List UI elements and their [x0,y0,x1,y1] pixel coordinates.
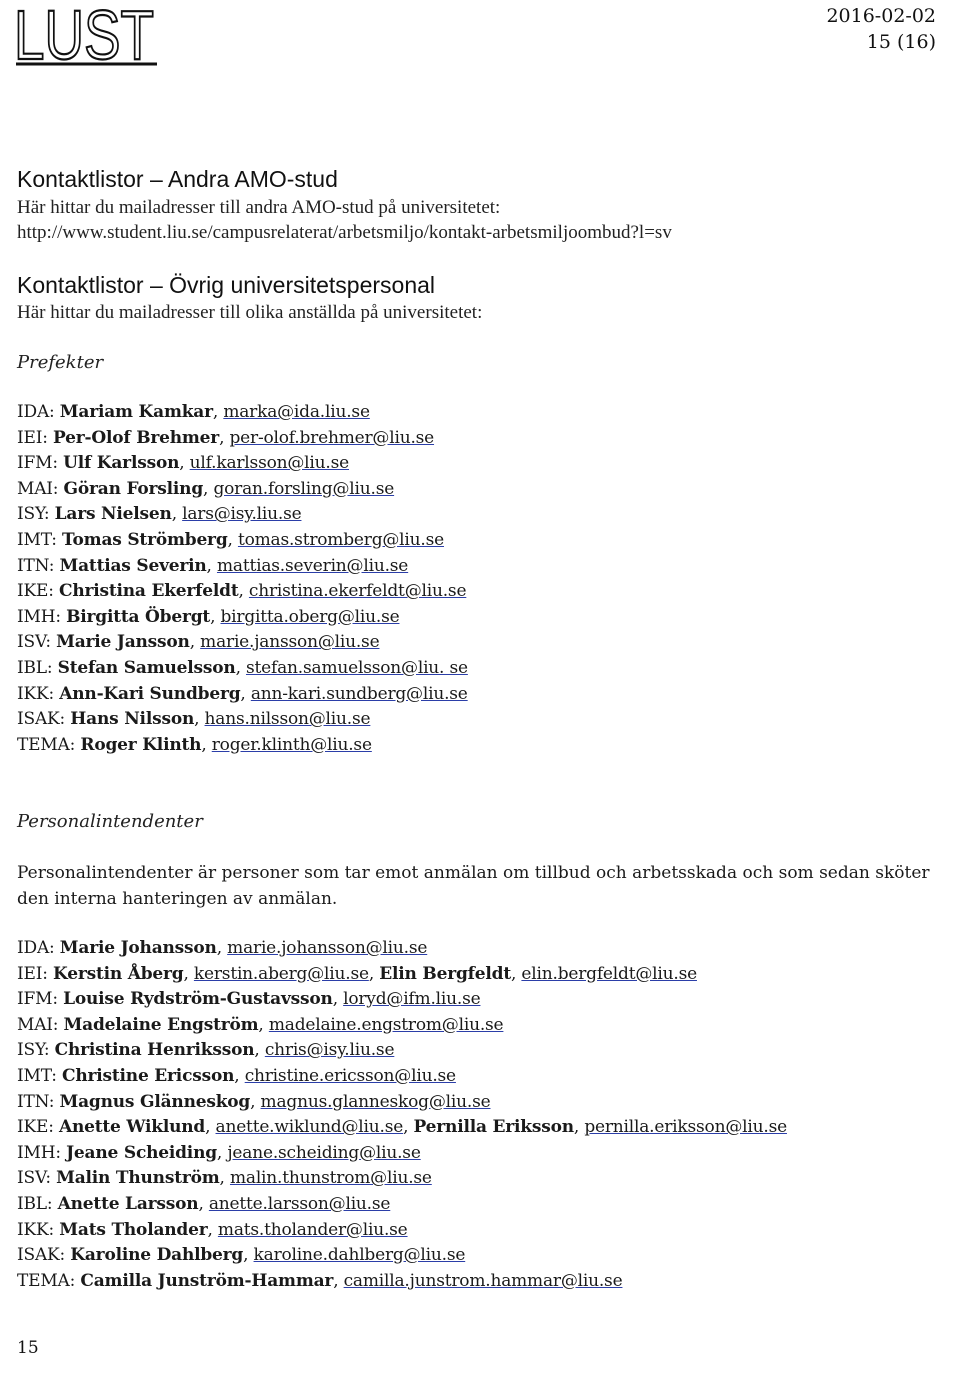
contact-name: Malin Thunström [56,1168,220,1189]
contact-dept: TEMA: [17,734,76,755]
contact-name: Per-Olof Brehmer [53,427,220,448]
contact-name: Mariam Kamkar [59,402,213,422]
contact-row: IKK: Ann-Kari Sundberg, ann-kari.sundberg@liu.se [17,683,468,704]
contact-email-link[interactable]: elin.bergfeldt@liu.se [521,963,697,984]
contact-name: Camilla Junström-Hammar [80,1270,334,1291]
contact-email-link[interactable]: roger.klinth@liu.se [211,734,372,755]
contact-row: ITN: Magnus Glänneskog, magnus.glanneskog@liu.se [17,1091,491,1112]
contact-dept: IKE: [17,1117,54,1138]
contact-dept: ISV: [17,1168,51,1189]
contact-dept: IMH: [17,1142,61,1163]
contact-dept: IMH: [17,606,61,627]
contact-dept: ISY: [17,504,50,525]
contact-dept: ISAK: [17,1245,66,1266]
contact-row: ISAK: Hans Nilsson, hans.nilsson@liu.se [17,709,371,730]
contact-row: IMT: Christine Ericsson, christine.ericsson@liu.se [17,1066,456,1086]
contact-name: Ulf Karlsson [63,453,180,474]
contact-email-link[interactable]: ulf.karlsson@liu.se [189,453,349,474]
contact-dept: ISAK: [17,709,66,730]
contact-row: MAI: Göran Forsling, goran.forsling@liu.se [17,478,395,499]
contact-name: Magnus Glänneskog [59,1091,251,1112]
header-date: 2016-02-02 [826,5,936,27]
contact-name: Lars Nielsen [54,504,172,525]
section1-intro: Här hittar du mailadresser till andra AMO-stud på universitetet: [17,197,501,218]
contact-name: Mattias Severin [59,555,207,576]
contact-row: ISAK: Karoline Dahlberg, karoline.dahlberg@liu.se [17,1245,466,1266]
contact-name: Pernilla Eriksson [413,1117,574,1138]
contact-row: IDA: Marie Johansson, marie.johansson@liu.se [17,938,428,958]
contact-row: IKE: Anette Wiklund, anette.wiklund@liu.se, Pernilla Eriksson, pernilla.eriksson@liu.se [17,1117,787,1138]
contact-dept: TEMA: [17,1270,76,1291]
contact-dept: MAI: [17,478,59,499]
section2-intro: Här hittar du mailadresser till olika anställda på universitetet: [17,302,483,323]
contact-dept: IFM: [17,453,58,474]
contact-row: IEI: Per-Olof Brehmer, per-olof.brehmer@liu.se [17,427,435,448]
contact-dept: IKK: [17,683,55,704]
contact-dept: MAI: [17,1014,59,1035]
contact-row: MAI: Madelaine Engström, madelaine.engstrom@liu.se [17,1014,504,1035]
section1-url[interactable]: http://www.student.liu.se/campusrelaterat/arbetsmiljo/kontakt-arbetsmiljoombud?l=sv [17,222,672,243]
contact-email-link[interactable]: birgitta.oberg@liu.se [220,606,400,627]
contact-name: Mats Tholander [59,1219,208,1240]
contact-row: IKE: Christina Ekerfeldt, christina.ekerfeldt@liu.se [17,581,467,602]
contact-email-link[interactable]: lars@isy.liu.se [182,504,302,525]
contact-dept: IDA: [17,402,55,422]
contact-dept: IEI: [17,427,48,448]
contact-email-link[interactable]: christina.ekerfeldt@liu.se [248,581,467,602]
contact-email-link[interactable]: jeane.scheiding@liu.se [227,1142,421,1163]
contact-name: Tomas Strömberg [62,530,228,550]
contact-email-link[interactable]: madelaine.engstrom@liu.se [268,1014,504,1035]
contact-email-link[interactable]: ann-kari.sundberg@liu.se [250,683,468,704]
contact-row: TEMA: Roger Klinth, roger.klinth@liu.se [17,734,372,755]
contact-name: Göran Forsling [63,478,204,499]
contact-email-link[interactable]: hans.nilsson@liu.se [204,709,371,730]
section1-title: Kontaktlistor – Andra AMO-stud [17,166,338,192]
contact-dept: IKK: [17,1219,55,1240]
contact-row: IFM: Ulf Karlsson, ulf.karlsson@liu.se [17,453,349,474]
contact-row: ISV: Marie Jansson, marie.jansson@liu.se [17,632,380,653]
contact-row: IKK: Mats Tholander, mats.tholander@liu.se [17,1219,408,1240]
contact-dept: IFM: [17,989,58,1010]
contact-email-link[interactable]: stefan.samuelsson@liu. se [245,658,468,678]
contact-name: Roger Klinth [80,734,202,755]
contact-email-link[interactable]: kerstin.aberg@liu.se [193,963,369,984]
contact-email-link[interactable]: anette.wiklund@liu.se [215,1117,404,1138]
contact-dept: ITN: [17,555,55,576]
contact-name: Hans Nilsson [70,709,195,730]
contact-email-link[interactable]: marka@ida.liu.se [223,402,370,422]
contact-row: ITN: Mattias Severin, mattias.severin@liu.se [17,555,409,576]
contact-email-link[interactable]: magnus.glanneskog@liu.se [260,1091,491,1112]
contact-name: Christina Ekerfeldt [58,581,239,602]
contact-row: IMH: Jeane Scheiding, jeane.scheiding@liu.se [17,1142,421,1163]
contact-row: IFM: Louise Rydström-Gustavsson, loryd@ifm.liu.se [17,989,481,1010]
contact-dept: IMT: [17,1066,57,1086]
contact-row: IEI: Kerstin Åberg, kerstin.aberg@liu.se, Elin Bergfeldt, elin.bergfeldt@liu.se [17,963,697,984]
contact-email-link[interactable]: chris@isy.liu.se [264,1040,395,1061]
contact-email-link[interactable]: christine.ericsson@liu.se [244,1066,456,1086]
contact-name: Anette Larsson [57,1194,199,1214]
contact-email-link[interactable]: karoline.dahlberg@liu.se [253,1245,466,1266]
contact-dept: ISY: [17,1040,50,1061]
contact-name: Jeane Scheiding [66,1142,217,1163]
prefekter-heading: Prefekter [17,352,104,373]
contact-name: Madelaine Engström [63,1014,259,1035]
footer-page-number: 15 [17,1338,39,1358]
contact-row: IMH: Birgitta Öbergt, birgitta.oberg@liu.se [17,606,400,627]
contact-dept: IBL: [17,1194,53,1214]
personalintendenter-heading: Personalintendenter [17,811,203,832]
contact-name: Ann-Kari Sundberg [59,683,241,704]
contact-email-link[interactable]: tomas.stromberg@liu.se [237,530,444,550]
contact-dept: IDA: [17,938,55,958]
svg-text:LUST: LUST [14,0,154,74]
contact-dept: IBL: [17,658,53,678]
contact-dept: ISV: [17,632,51,653]
contact-name: Christine Ericsson [62,1066,235,1086]
contact-row: IBL: Anette Larsson, anette.larsson@liu.se [17,1194,391,1214]
section2-title: Kontaktlistor – Övrig universitetspersonal [17,272,436,298]
contact-dept: IMT: [17,530,57,550]
contact-dept: IEI: [17,963,48,984]
contact-name: Marie Johansson [59,938,217,958]
personalintendenter-description: Personalintendenter är personer som tar emot anmälan om tillbud och arbetsskada och som sedan sköter den interna hanteringen av anmälan. [17,863,930,909]
contact-name: Elin Bergfeldt [379,963,511,984]
contact-name: Stefan Samuelsson [57,658,236,678]
contact-name: Louise Rydström-Gustavsson [63,989,333,1010]
contact-dept: ITN: [17,1091,55,1112]
contact-name: Anette Wiklund [58,1117,206,1138]
contact-email-link[interactable]: goran.forsling@liu.se [213,478,395,499]
contact-row: TEMA: Camilla Junström-Hammar, camilla.junstrom.hammar@liu.se [17,1270,623,1291]
contact-email-link[interactable]: loryd@ifm.liu.se [343,989,481,1010]
header-meta [826,3,936,55]
contact-email-link[interactable]: camilla.junstrom.hammar@liu.se [343,1270,623,1291]
contact-email-link[interactable]: anette.larsson@liu.se [208,1194,391,1214]
contact-name: Kerstin Åberg [53,963,184,984]
contact-email-link[interactable]: mats.tholander@liu.se [217,1219,408,1240]
contact-dept: IKE: [17,581,54,602]
lust-logo [14,0,160,74]
contact-row: IBL: Stefan Samuelsson, stefan.samuelsson@liu. se [17,658,468,678]
contact-name: Christina Henriksson [54,1040,255,1061]
contact-row: ISY: Christina Henriksson, chris@isy.liu.se [17,1040,395,1061]
contact-email-link[interactable]: mattias.severin@liu.se [216,555,409,576]
contact-row: IMT: Tomas Strömberg, tomas.stromberg@liu.se [17,530,444,550]
contact-name: Marie Jansson [56,632,190,653]
contact-email-link[interactable]: marie.jansson@liu.se [200,632,380,653]
contact-row: ISV: Malin Thunström, malin.thunstrom@liu.se [17,1168,432,1189]
contact-name: Karoline Dahlberg [70,1245,244,1266]
contact-email-link[interactable]: marie.johansson@liu.se [227,938,428,958]
contact-email-link[interactable]: pernilla.eriksson@liu.se [584,1117,787,1138]
contact-row: ISY: Lars Nielsen, lars@isy.liu.se [17,504,302,525]
contact-email-link[interactable]: malin.thunstrom@liu.se [229,1168,432,1189]
header-page: 15 (16) [866,31,936,53]
contact-row: IDA: Mariam Kamkar, marka@ida.liu.se [17,402,370,422]
contact-email-link[interactable]: per-olof.brehmer@liu.se [229,427,435,448]
contact-name: Birgitta Öbergt [66,606,211,627]
